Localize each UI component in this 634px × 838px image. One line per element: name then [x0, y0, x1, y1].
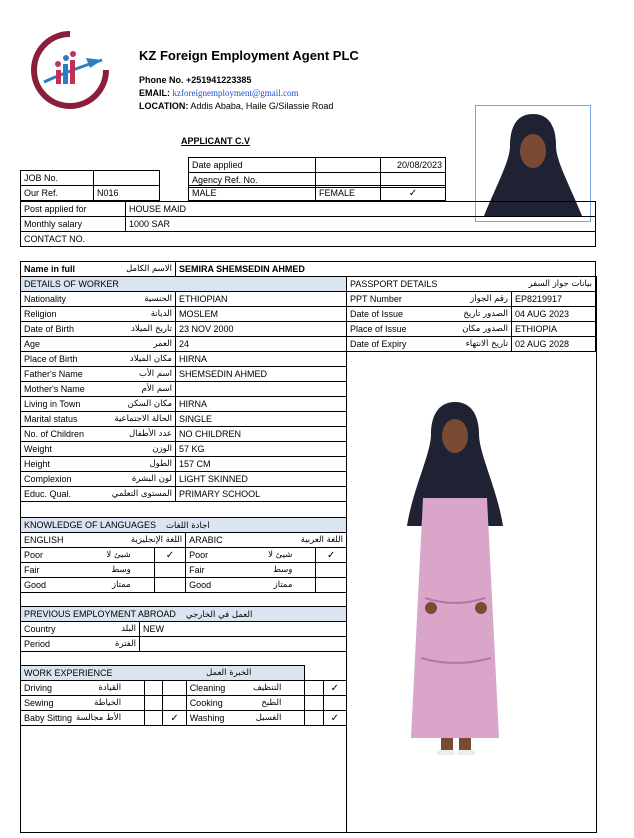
passport-table [346, 276, 596, 352]
phone-value: +251941223385 [186, 75, 252, 85]
period-value [140, 637, 347, 652]
job-no-label: JOB No. [21, 171, 94, 186]
name-value: SEMIRA SHEMSEDIN AHMED [176, 262, 596, 277]
arb-level-check[interactable] [316, 563, 347, 578]
full-body-photo [395, 398, 515, 763]
english-label-ar: اللغة الإنجليزية [130, 535, 183, 545]
arb-level-check[interactable] [316, 578, 347, 593]
job-ref-table [20, 170, 160, 201]
worker-table [20, 276, 347, 502]
language-level-label: Poor [189, 550, 209, 560]
worker-field-label: Place of Birth [24, 354, 78, 364]
worker-row [21, 382, 347, 397]
passport-row [347, 292, 596, 307]
language-level-label: Good [24, 580, 47, 590]
eng-level-check[interactable] [154, 563, 185, 578]
worker-field-value: 57 KG [176, 442, 347, 457]
experience-row [21, 696, 347, 711]
passport-row [347, 322, 596, 337]
worker-row [21, 487, 347, 502]
worker-field-label: Religion [24, 309, 57, 319]
worker-field-label: Age [24, 339, 41, 349]
worker-field-label-ar: اسم الأم [141, 384, 172, 394]
worker-field-value: 24 [176, 337, 347, 352]
salary-value: 1000 SAR [126, 217, 596, 232]
page-title: APPLICANT C.V [181, 136, 251, 146]
skill-label: Cooking [189, 698, 223, 708]
post-table [20, 201, 596, 247]
worker-row [21, 337, 347, 352]
language-level-label-ar: شيئ لا [106, 550, 131, 560]
previous-header-ar: العمل في الخارجي [185, 609, 253, 620]
worker-field-value: 157 CM [176, 457, 347, 472]
skill-label-ar: الخياطة [94, 698, 122, 708]
email-label: EMAIL: [139, 88, 170, 98]
experience-table [20, 665, 347, 726]
company-location [139, 102, 333, 111]
worker-field-label: Nationality [24, 294, 67, 304]
passport-field-label: Date of Issue [350, 309, 404, 319]
worker-field-value: PRIMARY SCHOOL [176, 487, 347, 502]
worker-field-label-ar: الوزن [152, 444, 172, 454]
worker-row [21, 472, 347, 487]
passport-field-value: ETHIOPIA [512, 322, 596, 337]
worker-field-value: SHEMSEDIN AHMED [176, 367, 347, 382]
language-level-row [21, 548, 347, 563]
worker-field-value [176, 382, 347, 397]
name-table [20, 261, 596, 277]
worker-field-label: Living in Town [24, 399, 81, 409]
passport-field-label-ar: الصدور تاريخ [463, 309, 508, 319]
language-level-row [21, 563, 347, 578]
passport-field-value: 02 AUG 2028 [512, 337, 596, 352]
company-phone [139, 76, 251, 85]
skill-label-ar: التنظيف [252, 683, 282, 693]
experience-row [21, 711, 347, 726]
worker-field-value: LIGHT SKINNED [176, 472, 347, 487]
salary-label: Monthly salary [21, 217, 126, 232]
worker-row [21, 427, 347, 442]
agency-ref-label: Agency Ref. No. [189, 173, 316, 188]
language-level-label: Fair [189, 565, 205, 575]
language-level-row [21, 578, 347, 593]
worker-field-value: 23 NOV 2000 [176, 322, 347, 337]
worker-field-label-ar: العمر [153, 339, 172, 349]
worker-row [21, 397, 347, 412]
date-applied-label: Date applied [189, 158, 316, 173]
company-logo [30, 30, 110, 110]
passport-field-label-ar: تاريخ الانتهاء [465, 339, 508, 349]
languages-table [20, 517, 347, 593]
worker-field-label: Weight [24, 444, 52, 454]
country-value: NEW [140, 622, 347, 637]
worker-field-label: Father's Name [24, 369, 83, 379]
period-label-ar: الفترة [115, 639, 136, 649]
worker-field-label: Height [24, 459, 51, 469]
worker-field-value: HIRNA [176, 397, 347, 412]
contact-label: CONTACT NO. [21, 232, 596, 247]
worker-field-label-ar: الجنسية [144, 294, 172, 304]
worker-field-label: No. of Children [24, 429, 85, 439]
languages-header-ar: اجادة اللغات [166, 520, 210, 531]
worker-field-value: HIRNA [176, 352, 347, 367]
passport-header-ar: بيانات جواز السفر [528, 279, 592, 289]
worker-field-label-ar: مكان السكن [127, 399, 172, 409]
worker-field-label: Date of Birth [24, 324, 75, 334]
passport-header: PASSPORT DETAILS [350, 279, 438, 289]
passport-field-label-ar: الصدور مكان [462, 324, 508, 334]
name-label: Name in full [24, 264, 76, 274]
passport-row [347, 337, 596, 352]
worker-field-label-ar: الديانة [150, 309, 172, 319]
skill-check[interactable]: ✓ [323, 681, 346, 696]
english-label: ENGLISH [24, 535, 64, 545]
company-name: KZ Foreign Employment Agent PLC [139, 48, 359, 63]
eng-level-check[interactable] [154, 578, 185, 593]
arb-level-check[interactable]: ✓ [316, 548, 347, 563]
passport-field-label: Place of Issue [350, 324, 407, 334]
worker-row [21, 307, 347, 322]
worker-row [21, 442, 347, 457]
languages-header: KNOWLEDGE OF LANGUAGES [24, 519, 157, 530]
skill-label-ar: القيادة [98, 683, 122, 693]
date-applied-value: 20/08/2023 [381, 158, 446, 173]
country-label: Country [24, 624, 56, 634]
company-email [139, 89, 299, 98]
worker-field-label-ar: اسم الأب [138, 369, 172, 379]
skill-check[interactable] [323, 696, 346, 711]
worker-field-label-ar: تاريخ الميلاد [131, 324, 172, 334]
worker-field-label-ar: مكان الميلاد [129, 354, 172, 364]
post-label: Post applied for [21, 202, 126, 217]
passport-field-label: Date of Expiry [350, 339, 407, 349]
skill-check[interactable]: ✓ [163, 711, 186, 726]
experience-row [21, 681, 347, 696]
arabic-label: ARABIC [189, 535, 223, 545]
skill-check[interactable]: ✓ [323, 711, 346, 726]
worker-row [21, 412, 347, 427]
applied-table [188, 157, 446, 188]
worker-row [21, 292, 347, 307]
passport-field-value: EP8219917 [512, 292, 596, 307]
language-level-label-ar: ممتاز [111, 580, 131, 590]
skill-check[interactable] [163, 696, 186, 711]
worker-field-value: SINGLE [176, 412, 347, 427]
location-value: Addis Ababa, Haile G/Silassie Road [190, 101, 334, 111]
female-check: ✓ [381, 186, 446, 201]
worker-row [21, 352, 347, 367]
worker-row [21, 457, 347, 472]
skill-label: Driving [24, 683, 53, 693]
language-level-label: Good [189, 580, 212, 590]
name-label-ar: الاسم الكامل [126, 264, 172, 274]
country-label-ar: البلد [121, 624, 136, 634]
language-level-label-ar: ممتاز [273, 580, 293, 590]
worker-field-value: NO CHILDREN [176, 427, 347, 442]
skill-label: Sewing [24, 698, 54, 708]
skill-label-ar: الأط مجالسة [75, 713, 122, 723]
worker-field-label: Mother's Name [24, 384, 85, 394]
worker-row [21, 322, 347, 337]
worker-field-label: Complexion [24, 474, 72, 484]
phone-label: Phone No. [139, 75, 184, 85]
worker-field-label-ar: عدد الأطفال [128, 429, 172, 439]
worker-field-label: Educ. Qual. [24, 489, 72, 499]
worker-row [21, 367, 347, 382]
worker-field-label-ar: المستوى التعلمي [111, 489, 172, 499]
worker-field-value: ETHIOPIAN [176, 292, 347, 307]
passport-row [347, 307, 596, 322]
arabic-label-ar: اللغة العربية [300, 535, 343, 545]
skill-check[interactable] [163, 681, 186, 696]
language-level-label-ar: وسط [111, 565, 131, 575]
male-label: MALE [189, 186, 316, 201]
period-label: Period [24, 639, 51, 649]
experience-header: WORK EXPERIENCE [24, 668, 113, 678]
language-level-label: Poor [24, 550, 44, 560]
skill-label-ar: الغسيل [255, 713, 282, 723]
passport-field-label: PPT Number [350, 294, 402, 304]
skill-label: Washing [189, 713, 225, 723]
experience-header-ar: الخبرة العمل [206, 668, 252, 678]
worker-field-value: MOSLEM [176, 307, 347, 322]
post-value: HOUSE MAID [126, 202, 596, 217]
skill-label-ar: الطبخ [261, 698, 282, 708]
language-level-label-ar: شيئ لا [268, 550, 293, 560]
female-label: FEMALE [316, 186, 381, 201]
worker-field-label-ar: الحالة الاجتماعية [114, 414, 172, 424]
location-label: LOCATION: [139, 101, 189, 111]
skill-label: Cleaning [189, 683, 226, 693]
our-ref-label: Our Ref. [21, 186, 94, 201]
worker-field-label-ar: الطول [149, 459, 172, 469]
worker-field-label-ar: لون البشرة [131, 474, 172, 484]
eng-level-check[interactable]: ✓ [154, 548, 185, 563]
previous-header: PREVIOUS EMPLOYMENT ABROAD [24, 608, 176, 619]
our-ref-value: N016 [94, 186, 160, 201]
worker-header: DETAILS OF WORKER [21, 277, 347, 292]
skill-label: Baby Sitting [24, 713, 73, 723]
passport-field-value: 04 AUG 2023 [512, 307, 596, 322]
worker-field-label: Marital status [24, 414, 78, 424]
email-link[interactable]: kzforeignemployment@gmail.com [172, 88, 299, 98]
passport-field-label-ar: رقم الجواز [470, 294, 508, 304]
language-level-label-ar: وسط [273, 565, 293, 575]
language-level-label: Fair [24, 565, 40, 575]
previous-table [20, 606, 347, 652]
gender-table [188, 185, 446, 201]
